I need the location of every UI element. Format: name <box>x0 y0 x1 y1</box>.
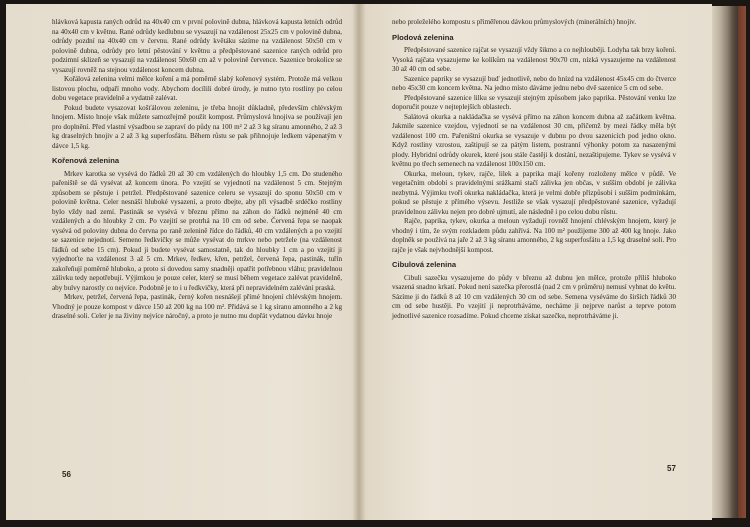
paragraph: Cibuli sazečku vysazujeme do půdy v březnu až dubnu jen mělce, protože příliš hluboko vsazená snadno krkatí. Pokud není sazečka přerostlá (nad 2 cm v průměru) nemusí vyhnat do květu. Sázíme ji do řádků 8 až 10 cm vzdálených 30 cm od sebe. Semena vyséváme do širších řádků 30 cm od sebe hustěji. Po vzejití ji neprotrháváme, necháme ji nejprve narůst a teprve potom jednotlivé sazenice rozsadíme. Pokud chceme získat sazečku, neprotrháváme ji. <box>392 273 676 320</box>
paragraph: hlávková kapusta raných odrůd na 40x40 cm v první polovině dubna, hlávková kapusta letních odrůd na 40x40 cm v květnu. Rané odrůdy kedlubnu se vysazují na vzdálenost 25x25 cm v polovině dubna, odrůdy pozdní na 40x40 cm v červnu. Rané odrůdy květáku sázíme na vzdálenost 50x50 cm v polovině dubna, odrůdy pro letní pěstování v květnu a předpěstované sazenice raných odrůd pro podzimní sklizeň se vysazují na vzdálenost 50x60 cm až v polovině července. Sazenice brokolice se vysazují rovněž na stejnou vzdálenost koncem dubna. <box>52 18 342 74</box>
section-heading: Kořenová zelenina <box>52 156 120 165</box>
paragraph: Sazenice papriky se vysazují buď jednotlivě, nebo do hnízd na vzdálenost 45x45 cm do čtverce nebo 45x30 cm koncem května. Na jedno místo dáváme jednu nebo dvě sazenice 5 cm od sebe. <box>392 74 676 92</box>
left-page <box>52 18 342 322</box>
page-number-left: 56 <box>62 470 71 479</box>
paragraph: Předpěstované sazenice lilku se vysazují stejným způsobem jako paprika. Pěstování venku lze doporučit pouze v nejteplejších oblastech. <box>392 93 676 111</box>
paragraph: nebo proleželého kompostu s přiměřenou dávkou průmyslových (minerálních) hnojiv. <box>392 18 637 26</box>
paragraph: Rajče, paprika, tykev, okurka a meloun vyžadují rovněž hnojení chlévským hnojem, který je vhodný i tím, že svým rozkladem půdu zahřívá. Na 100 m² použijeme 300 až 400 kg hnoje. Jako doplněk se používá na jaře 2 až 3 kg síranu amonného, 2 kg superfosfátu a 1,5 kg draselné soli. Pro rajče je však nejvhodnější kompost. <box>392 217 676 254</box>
paragraph: Kořálová zelenina velmi mělce koření a má poměrně slabý kořenový systém. Protože má velkou listovou plochu, odpaří mnoho vody. Abychom docílili dobré úrody, je nutno tyto rostliny po celou dobu vegetace pravidelně a vydatně zalévat. <box>52 75 342 102</box>
book-page-edges <box>712 6 740 518</box>
paragraph: Předpěstované sazenice rajčat se vysazují vždy šikmo a co nejhlouběji. Lodyha tak brzy koření. Vysoká rajčata vysazujeme ke kolíkům na vzdálenost 90x70 cm, nízká vysazujeme na vzdálenost 30 až 40 cm od sebe. <box>392 46 676 73</box>
page-number-right: 57 <box>667 464 676 473</box>
book-cover-edge <box>738 6 746 518</box>
section-heading: Plodová zelenina <box>392 32 454 42</box>
section-heading: Cibulová zelenina <box>392 260 457 269</box>
paragraph: Okurka, meloun, tykev, rajče, lilek a paprika mají kořeny rozloženy mělce v půdě. Ve vegetačním období s pravidelnými srážkami stačí zálivka jen občas, v suššim období je zálivka nezbytná. Výjimku tvoří okurka nakládačka, která je velmi dobře přizpůsobí i suššim podmínkám, pokud se pěstuje z přímého výsevu. Jestliže se však vysazují předpěstované sazenice, vyžadují pravidelnou zálivku nejen pro dobré ujmutí, ale následně i po celou dobu růstu. <box>392 169 676 216</box>
right-page <box>392 18 676 321</box>
paragraph: Mrkev karotka se vysévá do řádků 20 až 30 cm vzdálených do hloubky 1,5 cm. Do studeného pařeniště se dá vysévat až koncem února. Po vzejití se vyjednotí na vzdálenost 5 cm. Stejným způsobem se pěstuje i petržel. Předpěstované sazenice celeru se vysazují do sponu 50x50 cm v polovině května. Celer nesnáší hluboké vysazení, a proto dbejte, aby při výsadbě srdéčko rostliny bylo vždy nad zemí. Pastinák se vysévá v březnu přímo na záhon do řádků nejméně 40 cm vzdálených a do hloubky 2 cm. Po vzejití se protrhá na 10 cm od sebe. Červená řepa se naopak vysévá od poloviny dubna do června po raně zelenině řídce do řádků, 40 cm vzdálených a po vzejití se sazenice nejednotí. Semeno ředkvičky se může vysévat do mrkve nebo petržele (na vzdálenost řádků od sebe 15 cm). Pokud ji budete vysévat samostatně, tak do hloubky 1 cm a po vzejití ji vyjednoťte na vzdálenost 3 až 5 cm. Mrkev, ředkev, křen, petržel, červená řepa, pastinák, tuřín zakořeňují poměrně hluboko, a proto si dovedou samy snadněji opatřit potřebnou vláhu; pravidelnou zálivku tedy nepotřebují. Výjimkou je pouze celer, který se musí během vegetace zalévat pravidelně, aby bulvy narostly co nejvíce. Podobně je to i u ředkvičky, která při nepravidelném zalévání praská. <box>52 169 342 292</box>
paragraph: Mrkev, petržel, červená řepa, pastinák, černý kořen nesnášejí přímé hnojení chlévským hnojem. Vhodný je pouze kompost v dávce 150 až 200 kg na 100 m². Přidává se 1 kg síranu amonného a 2 kg draselné soli. Celer je na živiny nejvíce náročný, a proto je nutno mu dopřát vydatnou dávku hnoje <box>52 293 342 320</box>
paragraph: Salátová okurka a nakládačka se vysévá přímo na záhon koncem dubna až začátkem května. Jakmile sazenice vzejdou, vyjednotí se na vzdálenost 30 cm, přičemž by mezi řádky měla být vzdálenost 100 cm. Pařeništní okurka se vysazuje v dubnu po dvou sazenicích pod jedno okno. Když rostliny vzrostou, zaštipují se za pátým listem, postranní výhonky potom za nasazenými plody. Hybridní odrůdy okurek, které jsou stále častěji k dostání, nezaštipujeme. Tykev se vysévá v květnu po třech semenech na vzdálenost 100x150 cm. <box>392 112 676 168</box>
paragraph: Pokud budete vysazovat košťálovou zeleninu, je třeba hnojit důkladně, především chlévským hnojem. Místo hnoje však můžete samozřejmě použít kompost. Průmyslová hnojiva se používají jen pro doplnění. Před vlastní výsadbou se zapraví do půdy na 100 m² 2 až 3 kg síranu amonného, 2 až 3 kg draselných hnojiv a 2 až 3 kg superfosfátu. Během růstu se pak přihnojuje ledkem vápenatým v dávce 1,5 kg. <box>52 103 342 150</box>
